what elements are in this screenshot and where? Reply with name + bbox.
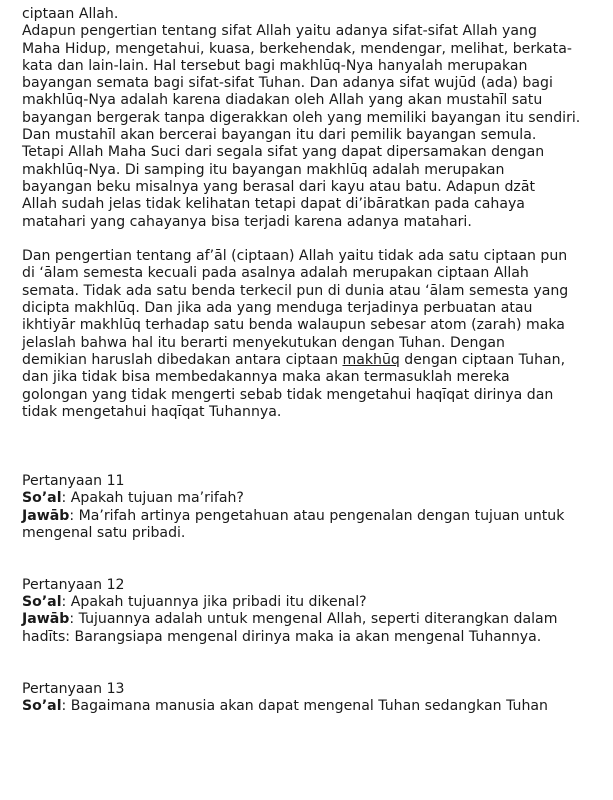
- paragraph-line: [22, 352, 594, 369]
- paragraph-line: Dan mustahīl akan bercerai bayangan itu dari pemilik bayangan semula.: [22, 127, 537, 144]
- line-text: dengan ciptaan Tuhan,: [399, 351, 566, 368]
- question-soal: [22, 698, 594, 715]
- paragraph-line: kata dan lain-lain. Hal tersebut bagi makhlūq-Nya hanyalah merupakan: [22, 57, 528, 74]
- paragraph-line: golongan yang tidak mengerti sebab tidak mengetahui haqīqat dirinya dan: [22, 386, 554, 403]
- question-heading: Pertanyaan 11: [22, 473, 125, 490]
- jawab-label: Jawāb: [22, 507, 70, 524]
- question-jawab: [22, 508, 594, 525]
- paragraph-line: matahari yang cahayanya bisa terjadi karena adanya matahari.: [22, 213, 472, 230]
- soal-label: So’al: [22, 490, 62, 507]
- paragraph-line: Tetapi Allah Maha Suci dari segala sifat yang dapat dipersamakan dengan: [22, 144, 545, 161]
- soal-text: : Bagaimana manusia akan dapat mengenal Tuhan sedangkan Tuhan: [61, 697, 548, 714]
- paragraph-line: ikhtiyār makhlūq terhadap satu benda walaupun sebesar atom (zarah) maka: [22, 317, 565, 334]
- jawab-text: : Tujuannya adalah untuk mengenal Allah, seperti diterangkan dalam: [69, 611, 558, 628]
- soal-text: : Apakah tujuan ma’rifah?: [61, 490, 244, 507]
- line-text: demikian haruslah dibedakan antara ciptaan: [22, 351, 343, 368]
- paragraph-line: bayangan bergerak tanpa digerakkan oleh yang memiliki bayangan itu sendiri.: [22, 109, 581, 126]
- paragraph-line: jelaslah bahwa hal itu berarti menyekutukan dengan Tuhan. Dengan: [22, 334, 505, 351]
- question-heading: Pertanyaan 13: [22, 680, 125, 697]
- paragraph-line: ciptaan Allah.: [22, 6, 119, 22]
- jawab-label: Jawāb: [22, 611, 70, 628]
- paragraph-line: Dan pengertian tentang af’āl (ciptaan) Allah yaitu tidak ada satu ciptaan pun: [22, 248, 568, 265]
- paragraph-line: Adapun pengertian tentang sifat Allah yaitu adanya sifat-sifat Allah yang: [22, 23, 537, 40]
- paragraph-line: makhlūq-Nya adalah karena diadakan oleh Allah yang akan mustahīl satu: [22, 92, 543, 109]
- soal-label: So’al: [22, 594, 62, 611]
- soal-label: So’al: [22, 697, 62, 714]
- jawab-continuation: mengenal satu pribadi.: [22, 524, 186, 541]
- paragraph-line: bayangan semata bagi sifat-sifat Tuhan. Dan adanya sifat wujūd (ada) bagi: [22, 75, 553, 92]
- paragraph-line: Allah sudah jelas tidak kelihatan tetapi dapat di’ibāratkan pada cahaya: [22, 196, 525, 213]
- question-12: [22, 577, 594, 646]
- paragraph-line: di ‘ālam semesta kecuali pada asalnya adalah merupakan ciptaan Allah: [22, 265, 529, 282]
- question-soal: [22, 594, 594, 611]
- paragraph-line: semata. Tidak ada satu benda terkecil pun di dunia atau ‘ālam semesta yang: [22, 282, 569, 299]
- paragraph-line: bayangan beku misalnya yang berasal dari kayu atau batu. Adapun dzāt: [22, 178, 535, 195]
- paragraph-line: tidak mengetahui haqīqat Tuhannya.: [22, 403, 282, 420]
- question-13: [22, 681, 594, 716]
- soal-text: : Apakah tujuannya jika pribadi itu dikenal?: [61, 594, 367, 611]
- document-page: [22, 6, 594, 715]
- paragraph-line: makhlūq-Nya. Di samping itu bayangan makhlūq adalah merupakan: [22, 161, 505, 178]
- question-jawab: [22, 611, 594, 628]
- question-11: [22, 473, 594, 542]
- paragraph-line: Maha Hidup, mengetahui, kuasa, berkehendak, mendengar, melihat, berkata-: [22, 40, 572, 57]
- question-soal: [22, 490, 594, 507]
- paragraph-line: dicipta makhlūq. Dan jika ada yang menduga terjadinya perbuatan atau: [22, 300, 533, 317]
- underlined-word: makhūq: [342, 351, 400, 368]
- paragraph-sifat: [22, 6, 594, 231]
- paragraph-line: dan jika tidak bisa membedakannya maka akan termasuklah mereka: [22, 369, 510, 386]
- jawab-text: : Ma’rifah artinya pengetahuan atau pengenalan dengan tujuan untuk: [69, 507, 565, 524]
- jawab-continuation: hadīts: Barangsiapa mengenal dirinya maka ia akan mengenal Tuhannya.: [22, 628, 542, 645]
- paragraph-afal: [22, 248, 594, 421]
- question-heading: Pertanyaan 12: [22, 576, 125, 593]
